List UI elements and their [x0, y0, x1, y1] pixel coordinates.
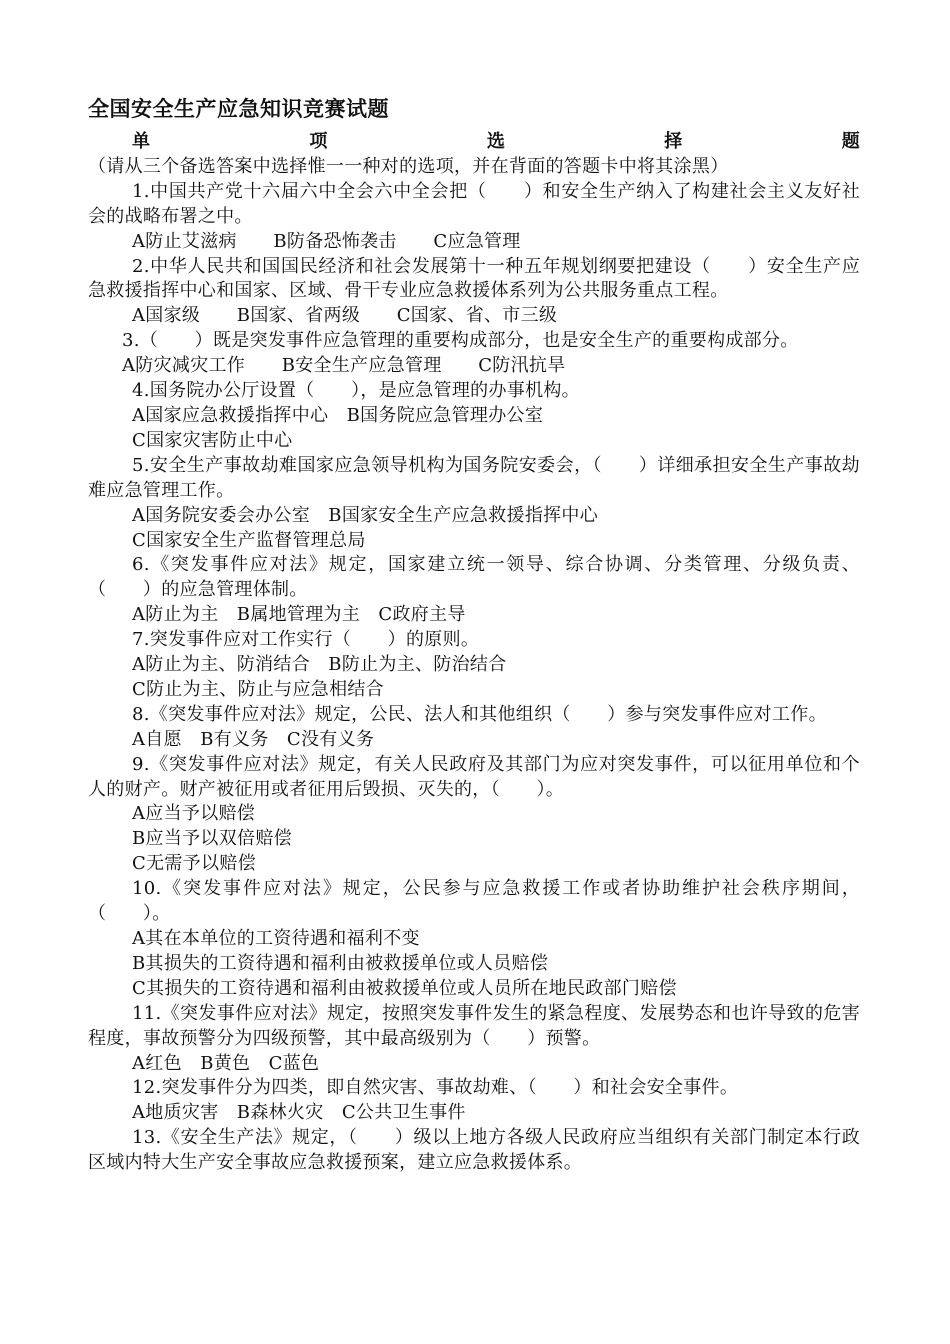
document-title: 全国安全生产应急知识竞赛试题	[88, 97, 389, 121]
question-option: C国家灾害防止中心	[132, 429, 293, 451]
question-text: 12.突发事件分为四类，即自然灾害、事故劫难、（ ）和社会安全事件。	[132, 1077, 739, 1099]
question-option: A红色 B黄色 C蓝色	[132, 1052, 320, 1074]
question-option: C国家安全生产监督管理总局	[132, 529, 366, 551]
question-option: A国家应急救援指挥中心 B国务院应急管理办公室	[132, 404, 544, 426]
question-text: 1.中国共产党十六届六中全会六中全会把（ ）和安全生产纳入了构建社会主义友好社会的战略布署之中。	[88, 180, 860, 227]
section-instruction: （请从三个备选答案中选择惟一一种对的选项，并在背面的答题卡中将其涂黑）	[88, 155, 729, 177]
question-text: 13.《安全生产法》规定，（ ）级以上地方各级人民政府应当组织有关部门制定本行政区域内特大生产安全事故应急救援预案，建立应急救援体系。	[88, 1127, 860, 1174]
question-text: 9.《突发事件应对法》规定，有关人民政府及其部门为应对突发事件，可以征用单位和个人的财产。财产被征用或者征用后毁损、灭失的，（ ）。	[88, 753, 860, 800]
question-text: 11.《突发事件应对法》规定，按照突发事件发生的紧急程度、发展势态和也许导致的危害程度，事故预警分为四级预警，其中最高级别为（ ）预警。	[88, 1002, 860, 1049]
question-option: A防止为主、防消结合 B防止为主、防治结合	[132, 654, 507, 676]
question-text: 5.安全生产事故劫难国家应急领导机构为国务院安委会，（ ）详细承担安全生产事故劫难应急管理工作。	[88, 454, 860, 501]
question-option: A其在本单位的工资待遇和福利不变	[132, 928, 420, 949]
question-option: A防止为主 B属地管理为主 C政府主导	[132, 604, 466, 626]
section-header	[88, 130, 860, 180]
question-option: B其损失的工资待遇和福利由被救援单位或人员赔偿	[132, 952, 549, 974]
question-text: 4.国务院办公厅设置（ ），是应急管理的办事机构。	[132, 380, 580, 402]
document-page	[88, 92, 860, 1176]
section-label: 单项选择题	[132, 131, 860, 152]
question-option: A应当予以赔偿	[132, 803, 256, 825]
question-option: A国家级 B国家、省两级 C国家、省、市三级	[132, 305, 558, 327]
question-option: C防止为主、防止与应急相结合	[132, 678, 384, 700]
question-text: 6.《突发事件应对法》规定，国家建立统一领导、综合协调、分类管理、分级负责、（ ）的应急管理体制。	[88, 554, 860, 601]
question-text: 8.《突发事件应对法》规定，公民、法人和其他组织（ ）参与突发事件应对工作。	[132, 703, 827, 725]
question-option: A地质灾害 B森林火灾 C公共卫生事件	[132, 1102, 466, 1124]
question-option: A防灾减灾工作 B安全生产应急管理 C防汛抗旱	[122, 355, 566, 377]
question-option: C其损失的工资待遇和福利由被救援单位或人员所在地民政部门赔偿	[132, 977, 677, 999]
question-text: 10.《突发事件应对法》规定，公民参与应急救援工作或者协助维护社会秩序期间，（ ）。	[88, 878, 860, 925]
question-text: 3.（ ）既是突发事件应急管理的重要构成部分，也是安全生产的重要构成部分。	[122, 330, 799, 352]
question-option: A防止艾滋病 B防备恐怖袭击 C应急管理	[132, 230, 521, 252]
question-option: C无需予以赔偿	[132, 853, 256, 875]
question-text: 7.突发事件应对工作实行（ ）的原则。	[132, 629, 480, 651]
question-option: A国务院安委会办公室 B国家安全生产应急救援指挥中心	[132, 504, 599, 526]
question-text: 2.中华人民共和国国民经济和社会发展第十一种五年规划纲要把建设（ ）安全生产应急救援指挥中心和国家、区域、骨干专业应急救援体系列为公共服务重点工程。	[88, 255, 860, 302]
question-option: A自愿 B有义务 C没有义务	[132, 728, 375, 750]
question-option: B应当予以双倍赔偿	[132, 828, 292, 850]
